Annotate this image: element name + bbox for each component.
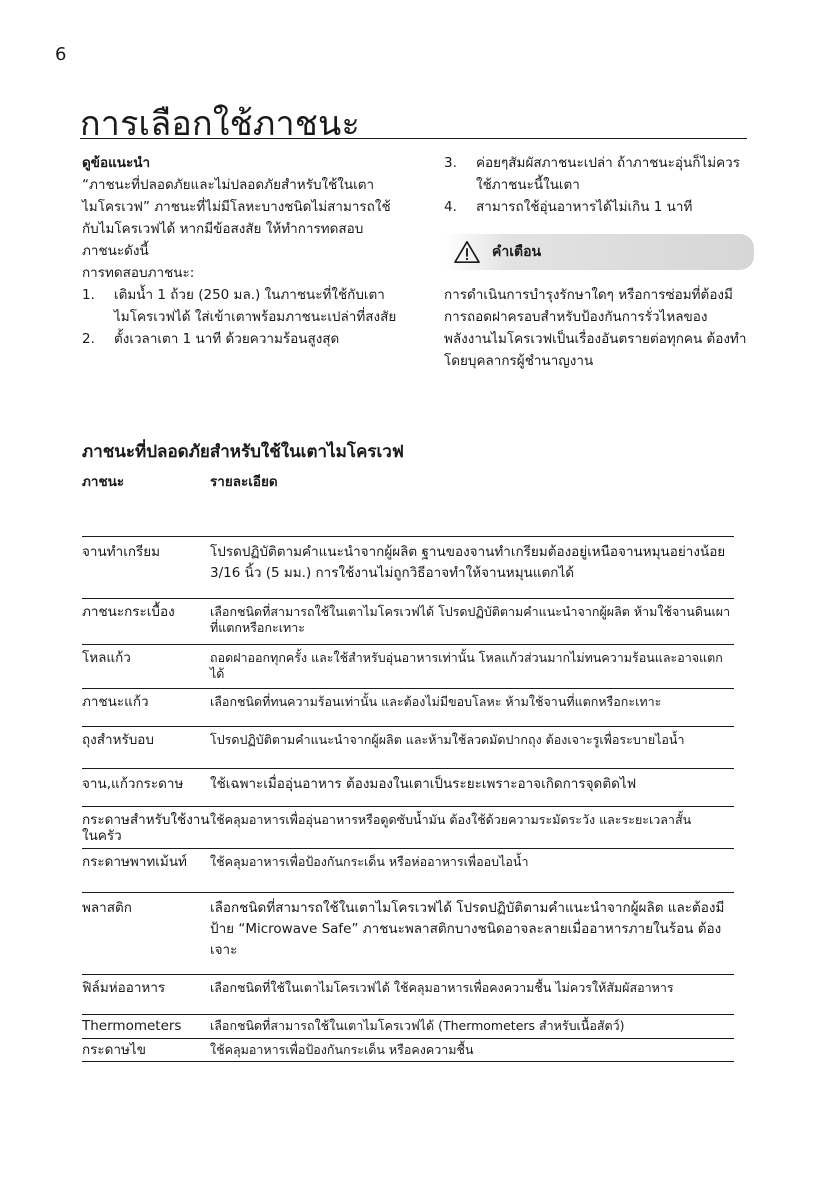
row-item: พลาสติก [82, 900, 132, 916]
warning-label: คำเตือน [492, 244, 542, 260]
table-row [82, 536, 734, 598]
step-text: ตั้งเวลาเตา 1 นาที ด้วยความร้อนสูงสุด [114, 331, 340, 347]
table-row [82, 688, 734, 726]
row-detail: เลือกชนิดที่สามารถใช้ในเตาไมโครเวฟได้ โปรดปฏิบัติตามคำแนะนำจากผู้ผลิต และต้องมีป้าย “Microwave Safe” ภาชนะพลาสติกบางชนิดอาจละลายเมื่ออาหารภายในร้อน ต้องเจาะ [210, 900, 725, 958]
table-row [82, 806, 734, 848]
table-row [82, 1038, 734, 1062]
row-detail: เลือกชนิดที่สามารถใช้ในเตาไมโครเวฟได้ (Thermometers สำหรับเนื้อสัตว์) [210, 1018, 625, 1033]
test-step [82, 284, 402, 328]
warning-box [444, 234, 754, 270]
row-item: กระดาษไข [82, 1042, 146, 1058]
advice-heading: ดูข้อแนะนำ [82, 155, 151, 171]
warning-triangle-icon [452, 240, 482, 264]
column-header-item: ภาชนะ [82, 474, 125, 490]
step-number: 3. [444, 155, 457, 171]
advice-paragraph: “ภาชนะที่ปลอดภัยและไม่ปลอดภัยสำหรับใช้ในเตาไมโครเวฟ” ภาชนะที่ไม่มีโลหะบางชนิดไม่สามารถใช้กับไมโครเวฟได้ หากมีข้อสงสัย ให้ทำการทดสอบภาชนะดังนี้ [82, 177, 391, 259]
row-item: ภาชนะแก้ว [82, 694, 149, 710]
row-detail: ถอดฝาออกทุกครั้ง และใช้สำหรับอุ่นอาหารเท่านั้น โหลแก้วส่วนมากไม่ทนความร้อนและอาจแตกได้ [210, 650, 723, 681]
row-detail: โปรดปฏิบัติตามคำแนะนำจากผู้ผลิต ฐานของจานทำเกรียมต้องอยู่เหนือจานหมุนอย่างน้อย 3/16 นิ้ว (5 มม.) การใช้งานไม่ถูกวิธีอาจทำให้จานหมุนแตกได้ [210, 544, 726, 581]
row-item: ถุงสำหรับอบ [82, 732, 154, 748]
row-detail: โปรดปฏิบัติตามคำแนะนำจากผู้ผลิต และห้ามใช้ลวดมัดปากถุง ต้องเจาะรูเพื่อระบายไอน้ำ [210, 732, 685, 747]
warning-text: การดำเนินการบำรุงรักษาใดๆ หรือการซ่อมที่ต้องมีการถอดฝาครอบสำหรับป้องกันการรั่วไหลของพลังงานไมโครเวฟเป็นเรื่องอันตรายต่อทุกคน ต้องทำโดยบุคลากรผู้ชำนาญงาน [444, 287, 747, 369]
column-header-detail: รายละเอียด [210, 474, 278, 490]
table-row [82, 768, 734, 806]
table-row [82, 1014, 734, 1038]
row-item: โหลแก้ว [82, 650, 131, 666]
row-item: ฟิล์มห่ออาหาร [82, 980, 166, 996]
row-detail: ใช้คลุมอาหารเพื่อป้องกันกระเด็น หรือห่ออาหารเพื่ออบไอน้ำ [210, 854, 529, 869]
step-text: ค่อยๆสัมผัสภาชนะเปล่า ถ้าภาชนะอุ่นก็ไม่ควรใช้ภาชนะนี้ในเตา [476, 155, 740, 193]
test-step [444, 152, 754, 196]
table-row [82, 892, 734, 974]
step-number: 4. [444, 199, 457, 215]
cookware-table [82, 536, 734, 1062]
table-row [82, 644, 734, 688]
test-steps-list-continued [444, 152, 754, 218]
row-detail: เลือกชนิดที่ทนความร้อนเท่านั้น และต้องไม่มีขอบโลหะ ห้ามใช้จานที่แตกหรือกะเทาะ [210, 694, 662, 709]
table-heading: ภาชนะที่ปลอดภัยสำหรับใช้ในเตาไมโครเวฟ [82, 442, 404, 462]
row-item: จานทำเกรียม [82, 544, 161, 560]
advice-column [82, 152, 402, 350]
table-header-row [82, 470, 734, 492]
step-number: 2. [82, 331, 95, 347]
right-column [444, 152, 754, 372]
row-item: กระดาษสำหรับใช้งานในครัว [82, 812, 210, 844]
row-detail: เลือกชนิดที่ใช้ในเตาไมโครเวฟได้ ใช้คลุมอาหารเพื่อคงความชื้น ไม่ควรให้สัมผัสอาหาร [210, 980, 674, 995]
row-detail: ใช้คลุมอาหารเพื่ออุ่นอาหารหรือดูดซับน้ำมัน ต้องใช้ด้วยความระมัดระวัง และระยะเวลาสั้น [210, 812, 692, 827]
row-item: Thermometers [82, 1018, 182, 1034]
row-item: จาน,แก้วกระดาษ [82, 776, 184, 792]
table-row [82, 848, 734, 892]
row-detail: ใช้คลุมอาหารเพื่อป้องกันกระเด็น หรือคงความชื้น [210, 1042, 474, 1057]
table-row [82, 726, 734, 768]
step-text: สามารถใช้อุ่นอาหารได้ไม่เกิน 1 นาที [476, 199, 693, 215]
title-divider [80, 138, 747, 139]
row-detail: เลือกชนิดที่สามารถใช้ในเตาไมโครเวฟได้ โปรดปฏิบัติตามคำแนะนำจากผู้ผลิต ห้ามใช้จานดินเผาที่แตกหรือกะเทาะ [210, 604, 731, 635]
test-step [82, 328, 402, 350]
page-title: การเลือกใช้ภาชนะ [80, 104, 360, 144]
row-item: กระดาษพาทเม้นท์ [82, 854, 187, 870]
step-text: เติมน้ำ 1 ถ้วย (250 มล.) ในภาชนะที่ใช้กับเตาไมโครเวฟได้ ใส่เข้าเตาพร้อมภาชนะเปล่าที่สงสัย [114, 287, 397, 325]
step-number: 1. [82, 287, 95, 303]
test-label: การทดสอบภาชนะ: [82, 265, 195, 281]
table-row [82, 974, 734, 1014]
table-row [82, 598, 734, 644]
test-steps-list [82, 284, 402, 350]
page-number: 6 [55, 44, 67, 65]
row-item: ภาชนะกระเบื้อง [82, 604, 175, 620]
test-step [444, 196, 754, 218]
row-detail: ใช้เฉพาะเมื่ออุ่นอาหาร ต้องมองในเตาเป็นระยะเพราะอาจเกิดการจุดติดไฟ [210, 776, 637, 792]
